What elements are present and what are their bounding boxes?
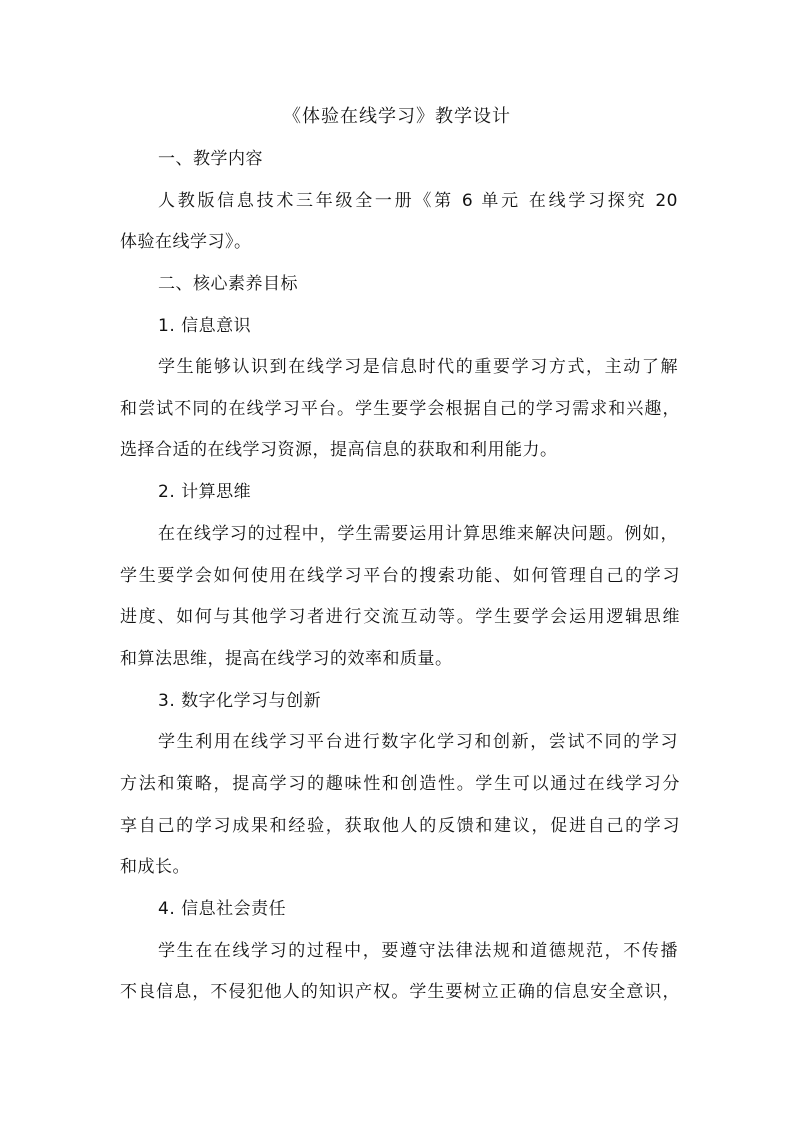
- document-title: 《体验在线学习》教学设计: [283, 106, 511, 127]
- paragraph-line: 不良信息，不侵犯他人的知识产权。学生要树立正确的信息安全意识，: [120, 982, 680, 1002]
- paragraph-line: 和算法思维，提高在线学习的效率和质量。: [120, 649, 453, 669]
- subheading-digital-learning-innovation: 3. 数字化学习与创新: [158, 691, 322, 711]
- subheading-computational-thinking: 2. 计算思维: [158, 482, 252, 502]
- paragraph-line: 方法和策略，提高学习的趣味性和创造性。学生可以通过在线学习分: [120, 774, 680, 794]
- paragraph-line: 和成长。: [120, 857, 190, 877]
- paragraph-line: 学生在在线学习的过程中，要遵守法律法规和道德规范，不传播: [158, 941, 678, 961]
- subheading-information-awareness: 1. 信息意识: [158, 316, 252, 336]
- paragraph-line: 在在线学习的过程中，学生需要运用计算思维来解决问题。例如，: [158, 524, 678, 544]
- paragraph-line: 享自己的学习成果和经验，获取他人的反馈和建议，促进自己的学习: [120, 816, 680, 836]
- paragraph-line: 学生要学会如何使用在线学习平台的搜索功能、如何管理自己的学习: [120, 566, 680, 586]
- paragraph-line: 和尝试不同的在线学习平台。学生要学会根据自己的学习需求和兴趣，: [120, 399, 680, 419]
- paragraph-line: 选择合适的在线学习资源，提高信息的获取和利用能力。: [120, 440, 558, 460]
- section-heading-teaching-content: 一、教学内容: [158, 149, 263, 169]
- paragraph-line: 体验在线学习》。: [120, 232, 252, 252]
- paragraph-line: 学生能够认识到在线学习是信息时代的重要学习方式，主动了解: [158, 357, 678, 377]
- paragraph-line: 进度、如何与其他学习者进行交流互动等。学生要学会运用逻辑思维: [120, 607, 680, 627]
- paragraph-line: 人教版信息技术三年级全一册《第 6 单元 在线学习探究 20: [158, 191, 678, 211]
- section-heading-core-literacy: 二、核心素养目标: [158, 274, 298, 294]
- subheading-social-responsibility: 4. 信息社会责任: [158, 899, 287, 919]
- paragraph-line: 学生利用在线学习平台进行数字化学习和创新，尝试不同的学习: [158, 732, 678, 752]
